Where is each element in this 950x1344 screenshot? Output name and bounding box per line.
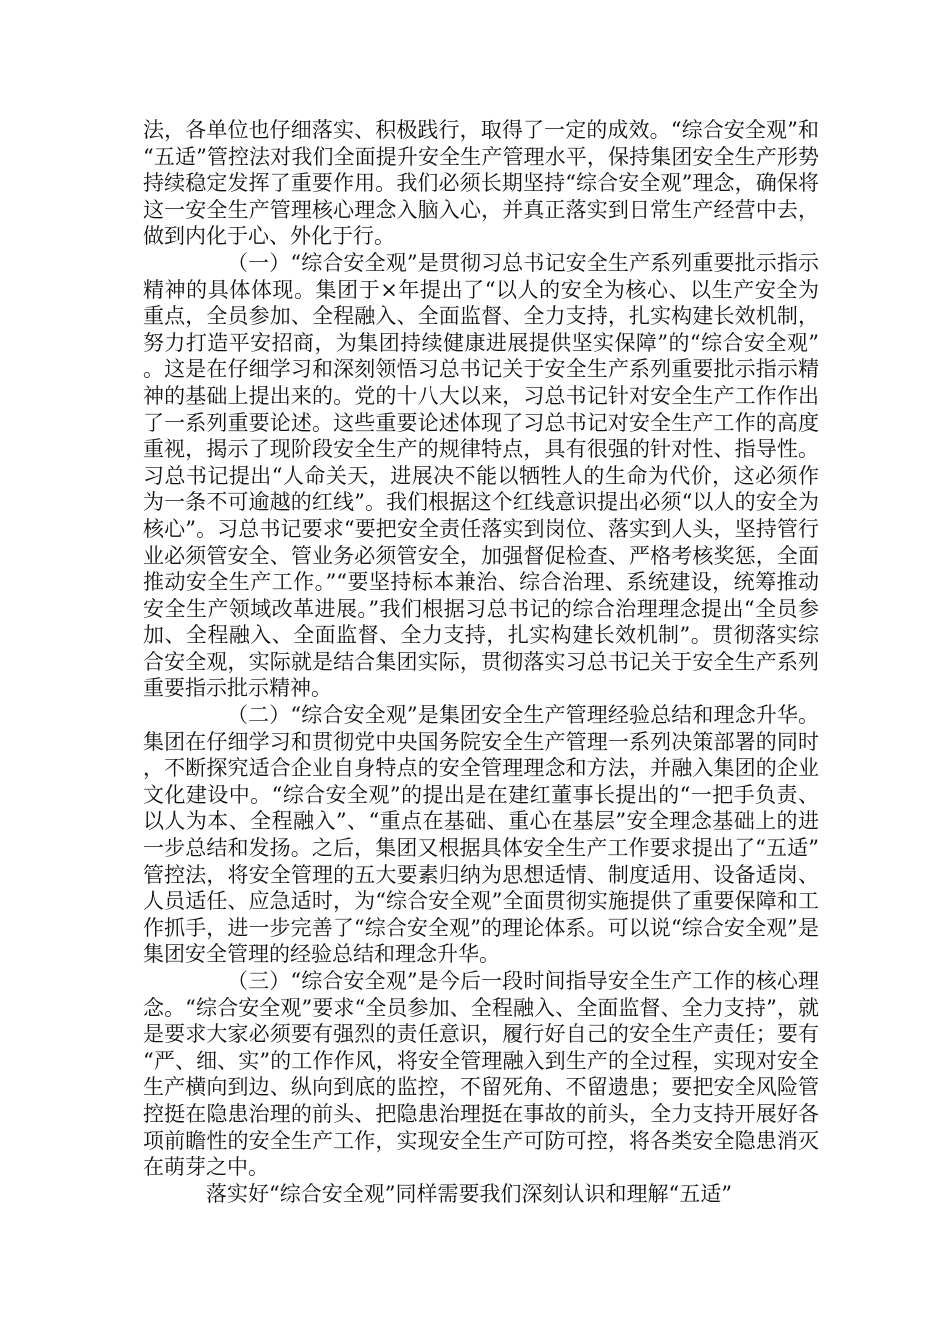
body-text <box>143 117 819 1207</box>
paragraph-section-1: （一）“综合安全观”是贯彻习总书记安全生产系列重要批示指示精神的具体体现。集团于×年提出了“以人的安全为核心、以生产安全为重点，全员参加、全程融入、全面监督、全力支持，扎实构建长效机制，努力打造平安招商，为集团持续健康进展提供坚实保障”的“综合安全观”。这是在仔细学习和深刻领悟习总书记关于安全生产系列重要批示指示精神的基础上提出来的。党的十八大以来，习总书记针对安全生产工作作出了一系列重要论述。这些重要论述体现了习总书记对安全生产工作的高度重视，揭示了现阶段安全生产的规律特点，具有很强的针对性、指导性。习总书记提出“人命关天，进展决不能以牺牲人的生命为代价，这必须作为一条不可逾越的红线”。我们根据这个红线意识提出必须“以人的安全为核心”。习总书记要求“要把安全责任落实到岗位、落实到人头，坚持管行业必须管安全、管业务必须管安全，加强督促检查、严格考核奖惩，全面推动安全生产工作。”“要坚持标本兼治、综合治理、系统建设，统筹推动安全生产领域改革进展。”我们根据习总书记的综合治理理念提出“全员参加、全程融入、全面监督、全力支持，扎实构建长效机制”。贯彻落实综合安全观，实际就是结合集团实际，贯彻落实习总书记关于安全生产系列重要指示批示精神。 <box>143 250 819 701</box>
paragraph-section-3: （三）“综合安全观”是今后一段时间指导安全生产工作的核心理念。“综合安全观”要求“全员参加、全程融入、全面监督、全力支持”，就是要求大家必须要有强烈的责任意识，履行好自己的安全生产责任；要有“严、细、实”的工作作风，将安全管理融入到生产的全过程，实现对安全生产横向到边、纵向到底的监控，不留死角、不留遗患；要把安全风险管控挺在隐患治理的前头、把隐患治理挺在事故的前头，全力支持开展好各项前瞻性的安全生产工作，实现安全生产可防可控，将各类安全隐患消灭在萌芽之中。 <box>143 969 819 1180</box>
paragraph-section-2: （二）“综合安全观”是集团安全生产管理经验总结和理念升华。集团在仔细学习和贯彻党中央国务院安全生产管理一系列决策部署的同时，不断探究适合企业自身特点的安全管理理念和方法，并融入集团的企业文化建设中。“综合安全观”的提出是在建红董事长提出的“一把手负责、以人为本、全程融入”、“重点在基础、重心在基层”安全理念基础上的进一步总结和发扬。之后，集团又根据具体安全生产工作要求提出了“五适”管控法，将安全管理的五大要素归纳为思想适情、制度适用、设备适岗、人员适任、应急适时，为“综合安全观”全面贯彻实施提供了重要保障和工作抓手，进一步完善了“综合安全观”的理论体系。可以说“综合安全观”是集团安全管理的经验总结和理念升华。 <box>143 703 819 967</box>
paragraph-continuation: 法，各单位也仔细落实、积极践行，取得了一定的成效。“综合安全观”和“五适”管控法对我们全面提升安全生产管理水平，保持集团安全生产形势持续稳定发挥了重要作用。我们必须长期坚持“综合安全观”理念，确保将这一安全生产管理核心理念入脑入心，并真正落实到日常生产经营中去，做到内化于心、外化于行。 <box>143 118 819 249</box>
paragraph-closing: 落实好“综合安全观”同样需要我们深刻认识和理解“五适” <box>206 1181 732 1206</box>
